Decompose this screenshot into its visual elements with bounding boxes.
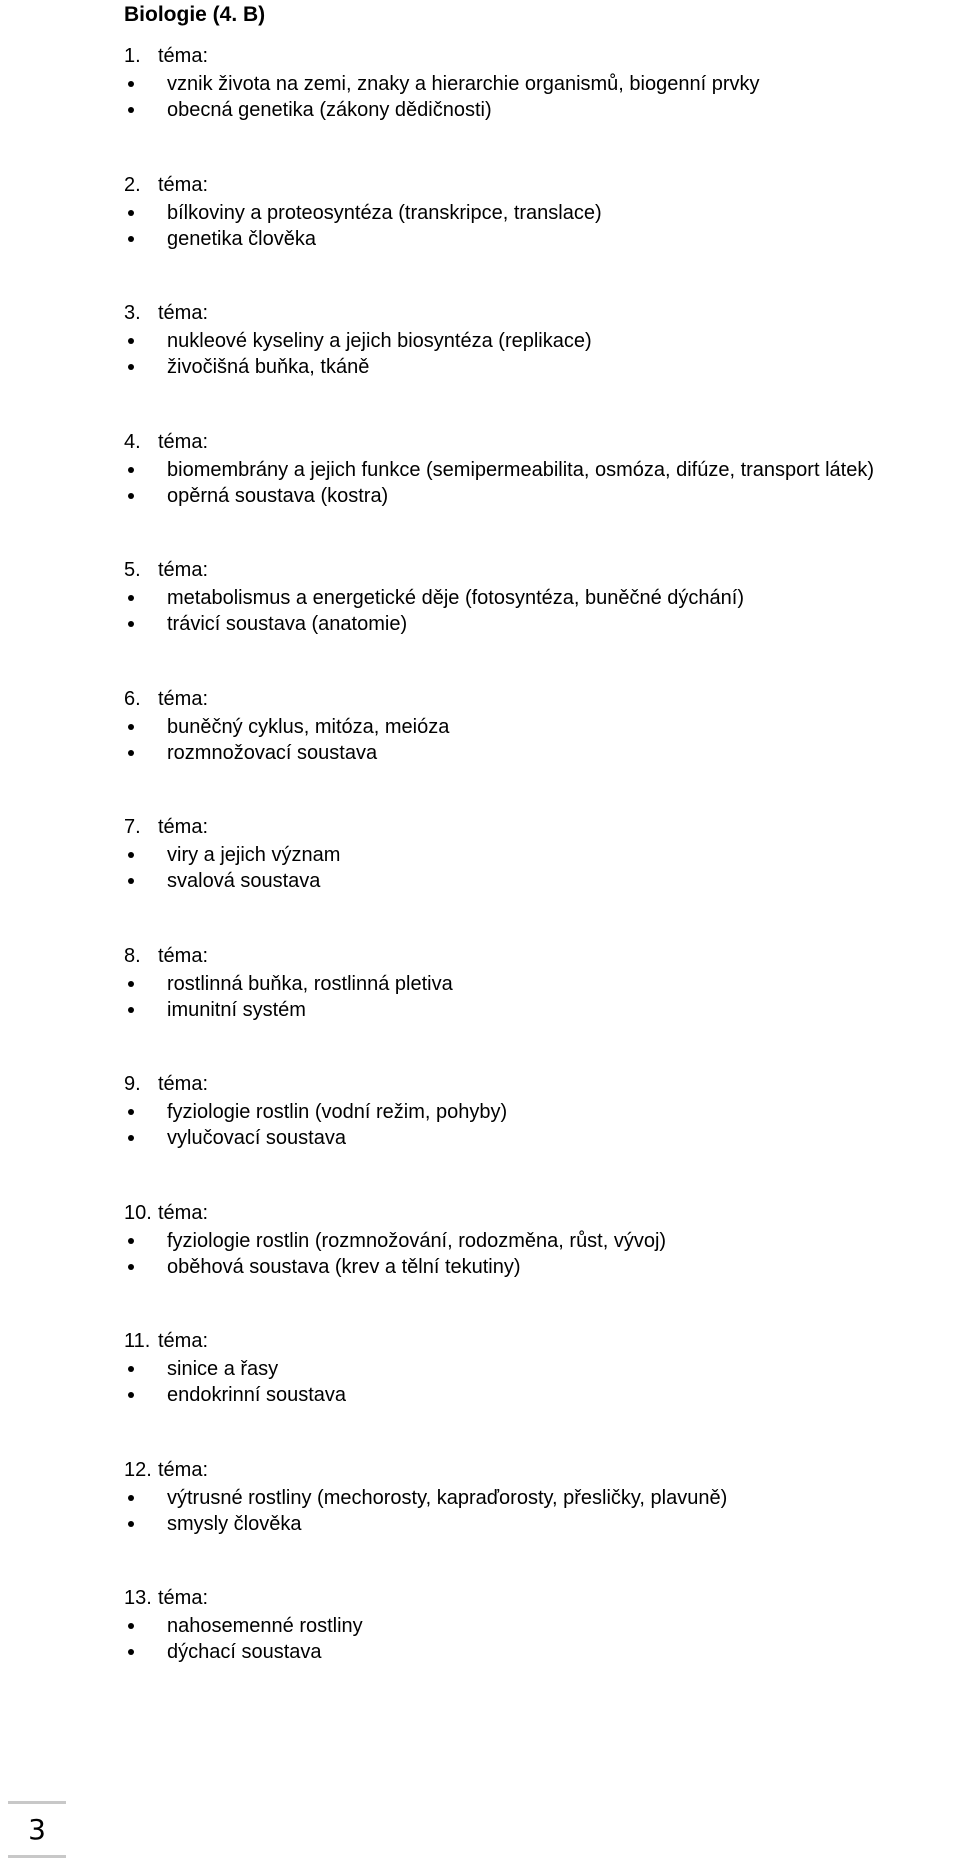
list-item-text: trávicí soustava (anatomie)	[167, 613, 408, 635]
list-item-text: výtrusné rostliny (mechorosty, kapraďorosty, přesličky, plavuně)	[167, 1487, 728, 1509]
bullet-icon	[128, 878, 134, 884]
bullet-icon	[128, 1649, 134, 1655]
topic-heading	[124, 557, 208, 583]
list-item-text: nukleové kyseliny a jejich biosyntéza (replikace)	[167, 330, 592, 352]
list-item	[0, 354, 960, 380]
list-item-text: nahosemenné rostliny	[167, 1615, 363, 1637]
topic-heading	[124, 1328, 208, 1354]
list-item	[0, 868, 960, 894]
list-item	[0, 483, 960, 509]
topic-label: téma:	[158, 45, 209, 67]
list-item-text: imunitní systém	[167, 999, 306, 1021]
bullet-icon	[128, 1264, 134, 1270]
bullet-icon	[128, 493, 134, 499]
bullet-icon	[128, 1392, 134, 1398]
bullet-icon	[128, 1109, 134, 1115]
list-item-text: svalová soustava	[167, 870, 321, 892]
topic-number: 1.	[124, 45, 141, 67]
list-item	[0, 1382, 960, 1408]
list-item	[0, 457, 960, 483]
topic-number: 4.	[124, 431, 141, 453]
topic-label: téma:	[158, 1330, 209, 1352]
topic-number: 12.	[124, 1459, 152, 1481]
topic-number: 2.	[124, 174, 141, 196]
list-item-text: sinice a řasy	[167, 1358, 279, 1380]
bullet-icon	[128, 1495, 134, 1501]
list-item	[0, 1639, 960, 1665]
bullet-icon	[128, 1623, 134, 1629]
topic-label: téma:	[158, 945, 209, 967]
topic-label: téma:	[158, 1587, 209, 1609]
bullet-icon	[128, 981, 134, 987]
topic-label: téma:	[158, 816, 209, 838]
topic-heading	[124, 943, 208, 969]
bullet-icon	[128, 338, 134, 344]
footer-rule-bottom	[8, 1855, 66, 1858]
topic-heading	[124, 43, 208, 69]
bullet-icon	[128, 210, 134, 216]
list-item-text: metabolismus a energetické děje (fotosyntéza, buněčné dýchání)	[167, 587, 745, 609]
list-item-text: fyziologie rostlin (rozmnožování, rodozměna, růst, vývoj)	[167, 1230, 667, 1252]
topic-label: téma:	[158, 431, 209, 453]
bullet-icon	[128, 1521, 134, 1527]
topic-number: 6.	[124, 688, 141, 710]
topic-heading	[124, 429, 208, 455]
list-item	[0, 740, 960, 766]
list-item	[0, 1099, 960, 1125]
list-item	[0, 97, 960, 123]
list-item	[0, 714, 960, 740]
list-item	[0, 1228, 960, 1254]
list-item-text: dýchací soustava	[167, 1641, 322, 1663]
list-item	[0, 611, 960, 637]
bullet-icon	[128, 621, 134, 627]
list-item-text: rostlinná buňka, rostlinná pletiva	[167, 973, 453, 995]
list-item-text: živočišná buňka, tkáně	[167, 356, 370, 378]
list-item-text: smysly člověka	[167, 1513, 302, 1535]
bullet-icon	[128, 107, 134, 113]
list-item-text: endokrinní soustava	[167, 1384, 347, 1406]
topic-heading	[124, 1200, 208, 1226]
topic-number: 9.	[124, 1073, 141, 1095]
topic-number: 13.	[124, 1587, 152, 1609]
bullet-icon	[128, 595, 134, 601]
topic-label: téma:	[158, 559, 209, 581]
list-item-text: oběhová soustava (krev a tělní tekutiny)	[167, 1256, 521, 1278]
list-item-text: buněčný cyklus, mitóza, meióza	[167, 716, 450, 738]
topic-number: 3.	[124, 302, 141, 324]
topic-heading	[124, 814, 208, 840]
list-item	[0, 1485, 960, 1511]
list-item	[0, 585, 960, 611]
bullet-icon	[128, 724, 134, 730]
topic-heading	[124, 300, 208, 326]
list-item	[0, 328, 960, 354]
topic-number: 5.	[124, 559, 141, 581]
topic-label: téma:	[158, 1073, 209, 1095]
list-item	[0, 1511, 960, 1537]
list-item-text: genetika člověka	[167, 228, 316, 250]
list-item-text: fyziologie rostlin (vodní režim, pohyby)	[167, 1101, 508, 1123]
list-item	[0, 1613, 960, 1639]
list-item	[0, 971, 960, 997]
topic-number: 11.	[124, 1330, 151, 1352]
footer-rule-top	[8, 1801, 66, 1804]
list-item	[0, 842, 960, 868]
list-item	[0, 226, 960, 252]
bullet-icon	[128, 852, 134, 858]
topic-label: téma:	[158, 1459, 209, 1481]
bullet-icon	[128, 81, 134, 87]
topic-label: téma:	[158, 1202, 209, 1224]
list-item-text: opěrná soustava (kostra)	[167, 485, 389, 507]
bullet-icon	[128, 1007, 134, 1013]
list-item	[0, 997, 960, 1023]
topic-heading	[124, 172, 208, 198]
list-item-text: obecná genetika (zákony dědičnosti)	[167, 99, 492, 121]
topic-number: 10.	[124, 1202, 152, 1224]
page-number: 3	[28, 1813, 46, 1846]
topic-label: téma:	[158, 302, 209, 324]
bullet-icon	[128, 1135, 134, 1141]
list-item-text: bílkoviny a proteosyntéza (transkripce, translace)	[167, 202, 602, 224]
page-title: Biologie (4. B)	[124, 3, 266, 26]
list-item-text: biomembrány a jejich funkce (semipermeabilita, osmóza, difúze, transport látek)	[167, 459, 874, 481]
bullet-icon	[128, 1366, 134, 1372]
topic-heading	[124, 686, 208, 712]
bullet-icon	[128, 750, 134, 756]
bullet-icon	[128, 364, 134, 370]
topic-label: téma:	[158, 688, 209, 710]
bullet-icon	[128, 236, 134, 242]
topic-number: 8.	[124, 945, 141, 967]
topic-heading	[124, 1585, 208, 1611]
bullet-icon	[128, 467, 134, 473]
list-item	[0, 200, 960, 226]
list-item-text: vznik života na zemi, znaky a hierarchie organismů, biogenní prvky	[167, 73, 760, 95]
list-item	[0, 1356, 960, 1382]
topic-heading	[124, 1071, 208, 1097]
list-item-text: vylučovací soustava	[167, 1127, 346, 1149]
list-item-text: rozmnožovací soustava	[167, 742, 378, 764]
bullet-icon	[128, 1238, 134, 1244]
topic-number: 7.	[124, 816, 141, 838]
topic-heading	[124, 1457, 208, 1483]
list-item	[0, 1254, 960, 1280]
list-item	[0, 1125, 960, 1151]
list-item	[0, 71, 960, 97]
list-item-text: viry a jejich význam	[167, 844, 341, 866]
topic-label: téma:	[158, 174, 209, 196]
